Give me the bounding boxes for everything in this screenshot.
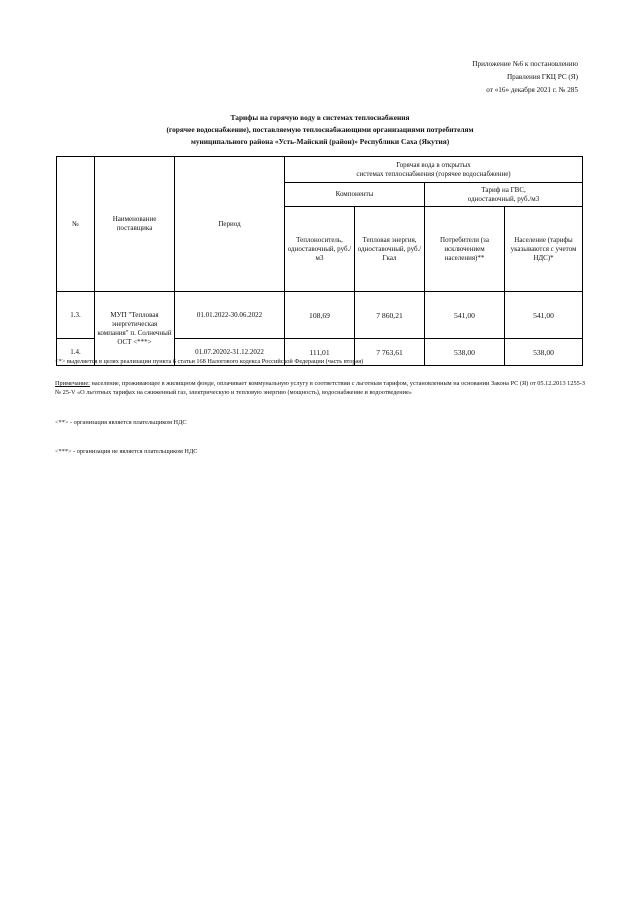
row-heat-energy: 7 860,21: [355, 292, 425, 339]
title-line-2: (горячее водоснабжение), поставляемую теплоснабжающими организациями потребителям: [166, 125, 474, 134]
row-num: 1.3.: [57, 292, 95, 339]
row-heat-carrier: 108,69: [285, 292, 355, 339]
header-group-line-2: системах теплоснабжения (горячее водоснабжение): [356, 169, 511, 178]
footnote-vat: <*> выделяется в целях реализации пункта 6 статьи 168 Налогового кодекса Российской Федерации (часть вторая): [55, 358, 364, 365]
header-row-group: [57, 157, 583, 183]
title-line-1: Тарифы на горячую воду в системах теплоснабжения: [230, 113, 410, 122]
footnote-vat-payer: <**> - организация является плательщиком НДС: [55, 419, 187, 426]
remark-text: население, проживающее в жилищном фонде, оплачивает коммунальную услугу в соответствии с льготным тарифом, установленным на основании Закона РС (Я) от 05.12.2013 1255-З № 25-V «О льготных тарифах на сжиженный газ, электрическую и тепловую энергию (мощность), водоснабжение и водоотведение»: [55, 380, 586, 396]
appendix-line-1: Приложение №6 к постановлению: [472, 60, 578, 68]
header-hot-water-group: [285, 157, 583, 183]
appendix-line-3: от «16» декабря 2021 г. № 285: [486, 86, 578, 94]
row-heat-energy: 7 763,61: [355, 339, 425, 366]
header-heat-carrier: Теплоноситель, одноставочный, руб./м3: [285, 207, 355, 292]
title-line-3: муниципального района «Усть-Майский (район)» Республики Саха (Якутия): [190, 137, 450, 146]
row-population: 541,00: [505, 292, 583, 339]
header-tariff-gvs-line-2: одноставочный, руб./м3: [467, 194, 540, 203]
tariff-table: [56, 156, 583, 366]
header-period: Период: [175, 157, 285, 292]
row-num: 1.4.: [57, 339, 95, 366]
document-title: [55, 112, 585, 148]
header-components: Компоненты: [285, 183, 425, 207]
header-tariff-gvs-line-1: Тариф на ГВС,: [481, 185, 526, 194]
header-num: №: [57, 157, 95, 292]
row-period: 01.01.2022-30.06.2022: [175, 292, 285, 339]
footnote-remark: [55, 379, 585, 397]
footnote-non-vat-payer: <***> - организация не является плательщиком НДС: [55, 448, 198, 455]
remark-label: Примечание:: [55, 380, 90, 387]
row-consumers: 538,00: [425, 339, 505, 366]
row-consumers: 541,00: [425, 292, 505, 339]
supplier-name: МУП "Тепловая энергетическая компания" п. Солнечный ОСТ <***>: [95, 292, 175, 366]
table-row: [57, 292, 583, 339]
header-supplier: Наименование поставщика: [95, 157, 175, 292]
appendix-line-2: Правления ГКЦ РС (Я): [506, 73, 578, 81]
row-period: 01.07.20202-31.12.2022: [175, 339, 285, 366]
header-population: Население (тарифы указываются с учетом НДС)*: [505, 207, 583, 292]
header-consumers: Потребители (за исключением населения)**: [425, 207, 505, 292]
appendix-reference: [472, 58, 578, 97]
row-population: 538,00: [505, 339, 583, 366]
header-tariff-gvs: [425, 183, 583, 207]
header-group-line-1: Горячая вода в открытых: [396, 160, 471, 169]
row-heat-carrier: 111,01: [285, 339, 355, 366]
header-heat-energy: Тепловая энергия, одноставочный, руб./Гкал: [355, 207, 425, 292]
